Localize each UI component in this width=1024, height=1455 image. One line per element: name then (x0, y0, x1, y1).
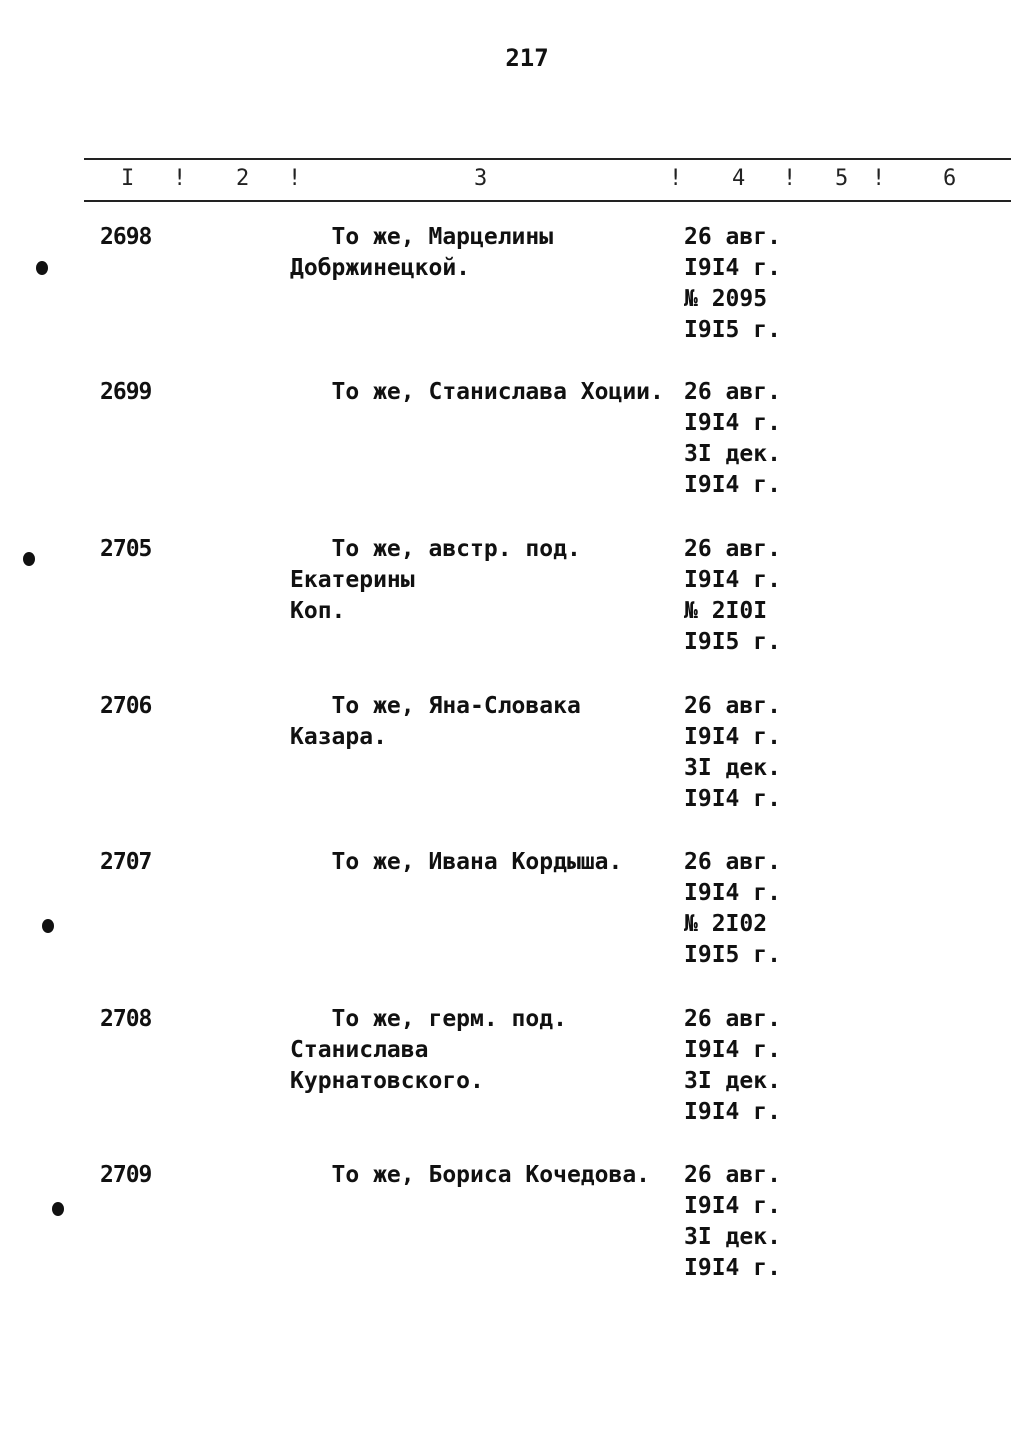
date-line: 26 авг. (684, 379, 781, 405)
punch-hole-mark (52, 1202, 64, 1216)
entry-description: То же, герм. под. Станислава Курнатовского. (290, 1006, 567, 1094)
date-line: I9I4 г. (684, 472, 781, 498)
table-top-rule (84, 158, 1011, 160)
date-line: 26 авг. (684, 849, 781, 875)
date-line: № 2I0I (684, 598, 768, 624)
date-line: 3I дек. (684, 441, 781, 467)
table-header-rule (84, 200, 1011, 202)
entry-description: То же, Марцелины Добржинецкой. (290, 224, 567, 281)
date-line: № 2I02 (684, 911, 768, 937)
punch-hole-mark (42, 919, 54, 933)
page-number: 217 (505, 44, 549, 72)
column-separator: ! (783, 166, 797, 191)
date-line: I9I5 г. (684, 317, 781, 343)
entry-dates (684, 534, 781, 658)
column-header-3: 3 (474, 166, 488, 191)
date-line: 26 авг. (684, 224, 781, 250)
column-header-6: 6 (943, 166, 957, 191)
entry-description: То же, Бориса Кочедова. (290, 1162, 651, 1188)
date-line: 26 авг. (684, 536, 781, 562)
entry-number: 2705 (100, 536, 152, 562)
punch-hole-mark (36, 261, 48, 275)
entry-description: То же, Яна-Словака Казара. (290, 693, 595, 750)
entry-dates (684, 377, 781, 501)
column-separator: ! (173, 166, 187, 191)
entry-description: То же, Станислава Хоции. (290, 379, 664, 405)
entry-number: 2707 (100, 849, 152, 875)
date-line: 26 авг. (684, 1006, 781, 1032)
date-line: 3I дек. (684, 1224, 781, 1250)
punch-hole-mark (23, 552, 35, 566)
entry-number: 2699 (100, 379, 152, 405)
entry-dates (684, 847, 781, 971)
date-line: I9I4 г. (684, 567, 781, 593)
entry-dates (684, 222, 781, 346)
entry-dates (684, 1004, 781, 1128)
date-line: 3I дек. (684, 1068, 781, 1094)
date-line: 3I дек. (684, 755, 781, 781)
date-line: I9I4 г. (684, 724, 781, 750)
date-line: I9I4 г. (684, 1099, 781, 1125)
entry-number: 2698 (100, 224, 152, 250)
date-line: I9I4 г. (684, 1037, 781, 1063)
column-header-1: I (121, 166, 135, 191)
entry-description: То же, австр. под. Екатерины Коп. (290, 536, 581, 624)
date-line: I9I4 г. (684, 786, 781, 812)
column-header-4: 4 (732, 166, 746, 191)
date-line: I9I4 г. (684, 410, 781, 436)
entry-number: 2708 (100, 1006, 152, 1032)
entry-dates (684, 691, 781, 815)
column-separator: ! (288, 166, 302, 191)
entry-number: 2709 (100, 1162, 152, 1188)
date-line: I9I4 г. (684, 880, 781, 906)
entry-number: 2706 (100, 693, 152, 719)
column-separator: ! (669, 166, 683, 191)
entry-dates (684, 1160, 781, 1284)
column-header-2: 2 (236, 166, 250, 191)
date-line: I9I4 г. (684, 1255, 781, 1281)
column-separator: ! (872, 166, 886, 191)
date-line: I9I4 г. (684, 1193, 781, 1219)
date-line: I9I5 г. (684, 629, 781, 655)
date-line: № 2095 (684, 286, 768, 312)
entry-description: То же, Ивана Кордыша. (290, 849, 623, 875)
date-line: 26 авг. (684, 693, 781, 719)
date-line: I9I4 г. (684, 255, 781, 281)
date-line: 26 авг. (684, 1162, 781, 1188)
date-line: I9I5 г. (684, 942, 781, 968)
column-header-5: 5 (835, 166, 849, 191)
